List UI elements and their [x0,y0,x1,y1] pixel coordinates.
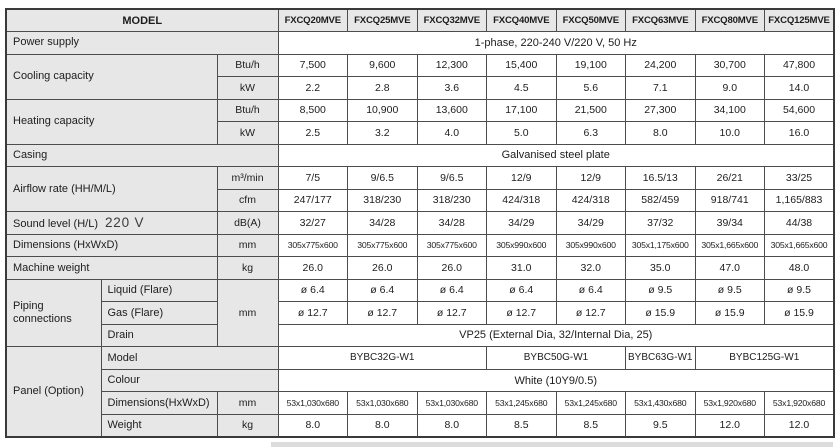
sound-level-value: 32/27 [278,212,348,235]
panel-weight-value: 8.5 [487,414,557,437]
machine-weight-value: 47.0 [695,257,765,280]
dimensions-value: 305x775x600 [417,234,487,257]
piping-liquid-value: ø 9.5 [695,279,765,302]
dimensions-value: 305x775x600 [348,234,418,257]
machine-weight-value: 31.0 [487,257,557,280]
model-column-header: FXCQ80MVE [695,9,765,32]
piping-gas-value: ø 12.7 [417,302,487,325]
cooling-btu-value: 19,100 [556,54,626,77]
panel-dimensions-unit: mm [217,392,278,415]
panel-model-value: BYBC50G-W1 [487,347,626,370]
panel-weight-value: 12.0 [695,414,765,437]
dimensions-value: 305x1,665x600 [765,234,835,257]
piping-liquid-value: ø 6.4 [487,279,557,302]
panel-colour-label: Colour [101,369,278,392]
heating-btu-value: 17,100 [487,99,557,122]
airflow-cfm-value: 1,165/883 [765,189,835,212]
sound-level-unit: dB(A) [217,212,278,235]
cooling-kw-value: 3.6 [417,77,487,100]
panel-dimensions-value: 53x1,030x680 [417,392,487,415]
machine-weight-label: Machine weight [6,257,217,280]
airflow-m3-value: 16.5/13 [626,167,696,190]
sound-level-label [6,212,217,235]
heating-btu-value: 13,600 [417,99,487,122]
airflow-cfm-value: 424/318 [487,189,557,212]
model-column-header: FXCQ50MVE [556,9,626,32]
piping-liquid-value: ø 9.5 [765,279,835,302]
piping-unit: mm [217,279,278,347]
piping-liquid-value: ø 6.4 [417,279,487,302]
airflow-cfm-unit: cfm [217,189,278,212]
airflow-m3-value: 26/21 [695,167,765,190]
model-column-header: FXCQ25MVE [348,9,418,32]
cooling-kw-value: 9.0 [695,77,765,100]
panel-model-value: BYBC32G-W1 [278,347,487,370]
airflow-m3-value: 9/6.5 [348,167,418,190]
cooling-btu-value: 15,400 [487,54,557,77]
panel-weight-value: 8.0 [278,414,348,437]
panel-dimensions-label: Dimensions(HxWxD) [101,392,217,415]
dimensions-label: Dimensions (HxWxD) [6,234,217,257]
heating-btu-value: 21,500 [556,99,626,122]
piping-gas-value: ø 15.9 [695,302,765,325]
model-column-header: FXCQ20MVE [278,9,348,32]
panel-dimensions-value: 53x1,245x680 [487,392,557,415]
casing-label: Casing [6,144,278,167]
panel-dimensions-value: 53x1,030x680 [278,392,348,415]
sound-level-value: 34/28 [417,212,487,235]
heating-kw-value: 8.0 [626,122,696,145]
row-airflow-m3 [6,167,834,190]
cooling-btu-value: 30,700 [695,54,765,77]
scan-artifact-strip [271,442,833,447]
row-sound-level [6,212,834,235]
airflow-cfm-value: 318/230 [348,189,418,212]
cooling-btu-value: 47,800 [765,54,835,77]
piping-gas-value: ø 15.9 [626,302,696,325]
cooling-capacity-label: Cooling capacity [6,54,217,99]
heating-kw-value: 4.0 [417,122,487,145]
heating-btu-value: 34,100 [695,99,765,122]
heating-btu-value: 10,900 [348,99,418,122]
row-dimensions [6,234,834,257]
heating-btu-value: 8,500 [278,99,348,122]
piping-gas-label: Gas (Flare) [101,302,217,325]
cooling-kw-value: 7.1 [626,77,696,100]
row-panel-weight [6,414,834,437]
heating-btu-unit: Btu/h [217,99,278,122]
panel-model-label: Model [101,347,278,370]
panel-weight-value: 9.5 [626,414,696,437]
row-piping-gas [6,302,834,325]
airflow-m3-value: 33/25 [765,167,835,190]
panel-dimensions-value: 53x1,245x680 [556,392,626,415]
dimensions-value: 305x1,665x600 [695,234,765,257]
panel-dimensions-value: 53x1,920x680 [765,392,835,415]
panel-weight-value: 12.0 [765,414,835,437]
cooling-kw-value: 2.8 [348,77,418,100]
row-power-supply [6,32,834,55]
model-column-header: FXCQ63MVE [626,9,696,32]
piping-liquid-value: ø 6.4 [348,279,418,302]
row-piping-drain [6,324,834,347]
heating-kw-value: 3.2 [348,122,418,145]
sound-level-value: 34/29 [487,212,557,235]
piping-drain-label: Drain [101,324,217,347]
cooling-btu-value: 12,300 [417,54,487,77]
sound-level-voltage: 220 V [105,215,145,231]
row-machine-weight [6,257,834,280]
cooling-kw-value: 4.5 [487,77,557,100]
airflow-m3-value: 12/9 [556,167,626,190]
piping-gas-value: ø 12.7 [487,302,557,325]
cooling-btu-value: 24,200 [626,54,696,77]
machine-weight-value: 32.0 [556,257,626,280]
heating-kw-value: 16.0 [765,122,835,145]
piping-gas-value: ø 12.7 [278,302,348,325]
panel-weight-unit: kg [217,414,278,437]
cooling-btu-unit: Btu/h [217,54,278,77]
airflow-cfm-value: 918/741 [695,189,765,212]
panel-dimensions-value: 53x1,030x680 [348,392,418,415]
panel-weight-value: 8.5 [556,414,626,437]
machine-weight-value: 48.0 [765,257,835,280]
airflow-m3-value: 7/5 [278,167,348,190]
panel-colour-value: White (10Y9/0.5) [278,369,834,392]
model-column-header: FXCQ32MVE [417,9,487,32]
sound-level-value: 34/28 [348,212,418,235]
panel-model-value: BYBC63G-W1 [626,347,696,370]
piping-gas-value: ø 12.7 [348,302,418,325]
heating-kw-value: 5.0 [487,122,557,145]
dimensions-value: 305x990x600 [556,234,626,257]
piping-liquid-label: Liquid (Flare) [101,279,217,302]
panel-dimensions-value: 53x1,920x680 [695,392,765,415]
airflow-label: Airflow rate (HH/M/L) [6,167,217,212]
power-supply-value: 1-phase, 220-240 V/220 V, 50 Hz [278,32,834,55]
sound-level-value: 37/32 [626,212,696,235]
header-row [6,9,834,32]
panel-option-label: Panel (Option) [6,347,101,437]
airflow-m3-value: 9/6.5 [417,167,487,190]
airflow-cfm-value: 318/230 [417,189,487,212]
cooling-btu-value: 7,500 [278,54,348,77]
sound-level-value: 39/34 [695,212,765,235]
piping-gas-value: ø 12.7 [556,302,626,325]
machine-weight-value: 35.0 [626,257,696,280]
cooling-kw-unit: kW [217,77,278,100]
model-header-label: MODEL [6,9,278,32]
piping-liquid-value: ø 6.4 [278,279,348,302]
row-panel-colour [6,369,834,392]
airflow-m3-value: 12/9 [487,167,557,190]
row-piping-liquid [6,279,834,302]
panel-weight-value: 8.0 [348,414,418,437]
panel-weight-value: 8.0 [417,414,487,437]
heating-kw-value: 6.3 [556,122,626,145]
airflow-cfm-value: 582/459 [626,189,696,212]
heating-capacity-label: Heating capacity [6,99,217,144]
row-heating-btu [6,99,834,122]
heating-btu-value: 27,300 [626,99,696,122]
model-column-header: FXCQ125MVE [765,9,835,32]
row-panel-dimensions [6,392,834,415]
cooling-kw-value: 14.0 [765,77,835,100]
piping-connections-label: Piping connections [6,279,101,347]
machine-weight-value: 26.0 [417,257,487,280]
dimensions-unit: mm [217,234,278,257]
cooling-kw-value: 5.6 [556,77,626,100]
panel-dimensions-value: 53x1,430x680 [626,392,696,415]
piping-drain-value: VP25 (External Dia, 32/Internal Dia, 25) [278,324,834,347]
dimensions-value: 305x1,175x600 [626,234,696,257]
heating-kw-unit: kW [217,122,278,145]
piping-liquid-value: ø 9.5 [626,279,696,302]
heating-btu-value: 54,600 [765,99,835,122]
spec-table [5,8,835,438]
sound-level-value: 44/38 [765,212,835,235]
row-panel-model [6,347,834,370]
cooling-btu-value: 9,600 [348,54,418,77]
heating-kw-value: 2.5 [278,122,348,145]
airflow-m3-unit: m³/min [217,167,278,190]
power-supply-label: Power supply [6,32,278,55]
heating-kw-value: 10.0 [695,122,765,145]
row-cooling-btu [6,54,834,77]
cooling-kw-value: 2.2 [278,77,348,100]
row-casing [6,144,834,167]
machine-weight-value: 26.0 [278,257,348,280]
sound-level-value: 34/29 [556,212,626,235]
casing-value: Galvanised steel plate [278,144,834,167]
piping-gas-value: ø 15.9 [765,302,835,325]
panel-model-value: BYBC125G-W1 [695,347,834,370]
sound-level-label-text: Sound level (H/L) [13,218,98,231]
panel-weight-label: Weight [101,414,217,437]
airflow-cfm-value: 247/177 [278,189,348,212]
piping-liquid-value: ø 6.4 [556,279,626,302]
dimensions-value: 305x990x600 [487,234,557,257]
dimensions-value: 305x775x600 [278,234,348,257]
machine-weight-unit: kg [217,257,278,280]
machine-weight-value: 26.0 [348,257,418,280]
airflow-cfm-value: 424/318 [556,189,626,212]
model-column-header: FXCQ40MVE [487,9,557,32]
